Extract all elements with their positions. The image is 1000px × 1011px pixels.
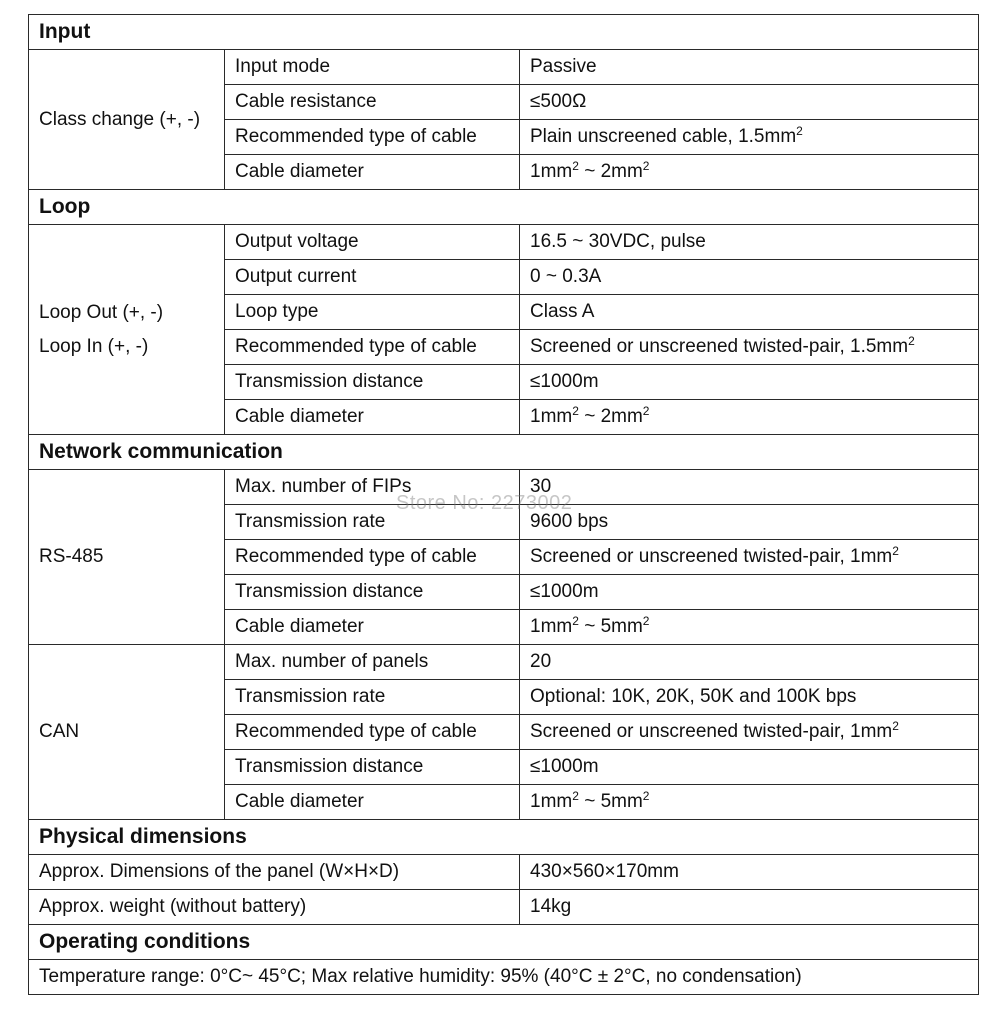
row-label: Cable diameter (225, 785, 520, 820)
row-value (520, 120, 979, 155)
row-label: Recommended type of cable (225, 120, 520, 155)
table-row (29, 470, 979, 505)
physical-heading: Physical dimensions (29, 820, 979, 855)
row-value (520, 330, 979, 365)
row-label: Input mode (225, 50, 520, 85)
superscript: 2 (642, 404, 650, 418)
input-group-label: Class change (+, -) (29, 50, 225, 190)
value-text: ~ 5mm (578, 616, 643, 637)
row-value: 9600 bps (520, 505, 979, 540)
row-label: Cable diameter (225, 610, 520, 645)
row-label: Loop type (225, 295, 520, 330)
superscript: 2 (572, 159, 579, 173)
row-label: Recommended type of cable (225, 330, 520, 365)
row-value (520, 715, 979, 750)
row-label: Transmission rate (225, 680, 520, 715)
table-row (29, 855, 979, 890)
row-label: Transmission distance (225, 365, 520, 400)
row-value: 14kg (520, 890, 979, 925)
loop-group-label (29, 225, 225, 435)
table-row (29, 960, 979, 995)
row-value (520, 540, 979, 575)
network-heading: Network communication (29, 435, 979, 470)
row-label: Cable resistance (225, 85, 520, 120)
value-text: ~ 2mm (578, 406, 643, 427)
row-value: 20 (520, 645, 979, 680)
value-text: Screened or unscreened twisted-pair, 1.5mm (530, 336, 909, 357)
value-text: Plain unscreened cable, 1.5mm (530, 126, 797, 147)
store-watermark: Store No: 2273002 (396, 492, 573, 514)
row-label: Max. number of panels (225, 645, 520, 680)
value-text: Screened or unscreened twisted-pair, 1mm (530, 721, 893, 742)
loop-in-label: Loop In (+, -) (39, 335, 149, 357)
table-row (29, 225, 979, 260)
row-value: 0 ~ 0.3A (520, 260, 979, 295)
section-header-row (29, 435, 979, 470)
value-text: 1mm (530, 616, 573, 637)
row-label: Approx. Dimensions of the panel (W×H×D) (29, 855, 520, 890)
value-text: ~ 5mm (578, 791, 643, 812)
can-group-label: CAN (29, 645, 225, 820)
section-header-row (29, 15, 979, 50)
row-value: Optional: 10K, 20K, 50K and 100K bps (520, 680, 979, 715)
row-label: Max. number of FIPs (225, 470, 520, 505)
section-header-row (29, 190, 979, 225)
row-value (520, 785, 979, 820)
specification-table (28, 14, 979, 995)
row-value: Class A (520, 295, 979, 330)
row-label: Output current (225, 260, 520, 295)
section-header-row (29, 925, 979, 960)
row-value: 430×560×170mm (520, 855, 979, 890)
row-label: Recommended type of cable (225, 540, 520, 575)
superscript: 2 (642, 614, 650, 628)
superscript: 2 (572, 614, 579, 628)
row-label: Transmission distance (225, 750, 520, 785)
input-heading: Input (29, 15, 979, 50)
superscript: 2 (892, 544, 899, 558)
row-label: Recommended type of cable (225, 715, 520, 750)
table-row (29, 890, 979, 925)
superscript: 2 (908, 334, 915, 348)
superscript: 2 (642, 159, 650, 173)
row-value: Passive (520, 50, 979, 85)
row-value: 30 (520, 470, 979, 505)
value-text: Screened or unscreened twisted-pair, 1mm (530, 546, 893, 567)
row-value: ≤1000m (520, 750, 979, 785)
row-label: Transmission distance (225, 575, 520, 610)
table-row (29, 50, 979, 85)
loop-heading: Loop (29, 190, 979, 225)
row-label: Approx. weight (without battery) (29, 890, 520, 925)
row-value: ≤500Ω (520, 85, 979, 120)
loop-out-label: Loop Out (+, -) (39, 301, 164, 323)
value-text: 1mm (530, 406, 573, 427)
row-value (520, 155, 979, 190)
row-value: ≤1000m (520, 365, 979, 400)
superscript: 2 (572, 404, 579, 418)
value-text: ~ 2mm (578, 161, 643, 182)
value-text: 1mm (530, 161, 573, 182)
superscript: 2 (796, 124, 803, 138)
row-label: Cable diameter (225, 400, 520, 435)
row-value (520, 610, 979, 645)
value-text: 1mm (530, 791, 573, 812)
row-label: Output voltage (225, 225, 520, 260)
row-value: 16.5 ~ 30VDC, pulse (520, 225, 979, 260)
table-row (29, 645, 979, 680)
rs485-group-label: RS-485 (29, 470, 225, 645)
row-value (520, 400, 979, 435)
row-label: Transmission rate (225, 505, 520, 540)
row-value: ≤1000m (520, 575, 979, 610)
superscript: 2 (572, 789, 579, 803)
section-header-row (29, 820, 979, 855)
operating-conditions-text: Temperature range: 0°C~ 45°C; Max relative humidity: 95% (40°C ± 2°C, no condensation) (29, 960, 979, 995)
superscript: 2 (642, 789, 650, 803)
operating-heading: Operating conditions (29, 925, 979, 960)
superscript: 2 (892, 719, 899, 733)
row-label: Cable diameter (225, 155, 520, 190)
